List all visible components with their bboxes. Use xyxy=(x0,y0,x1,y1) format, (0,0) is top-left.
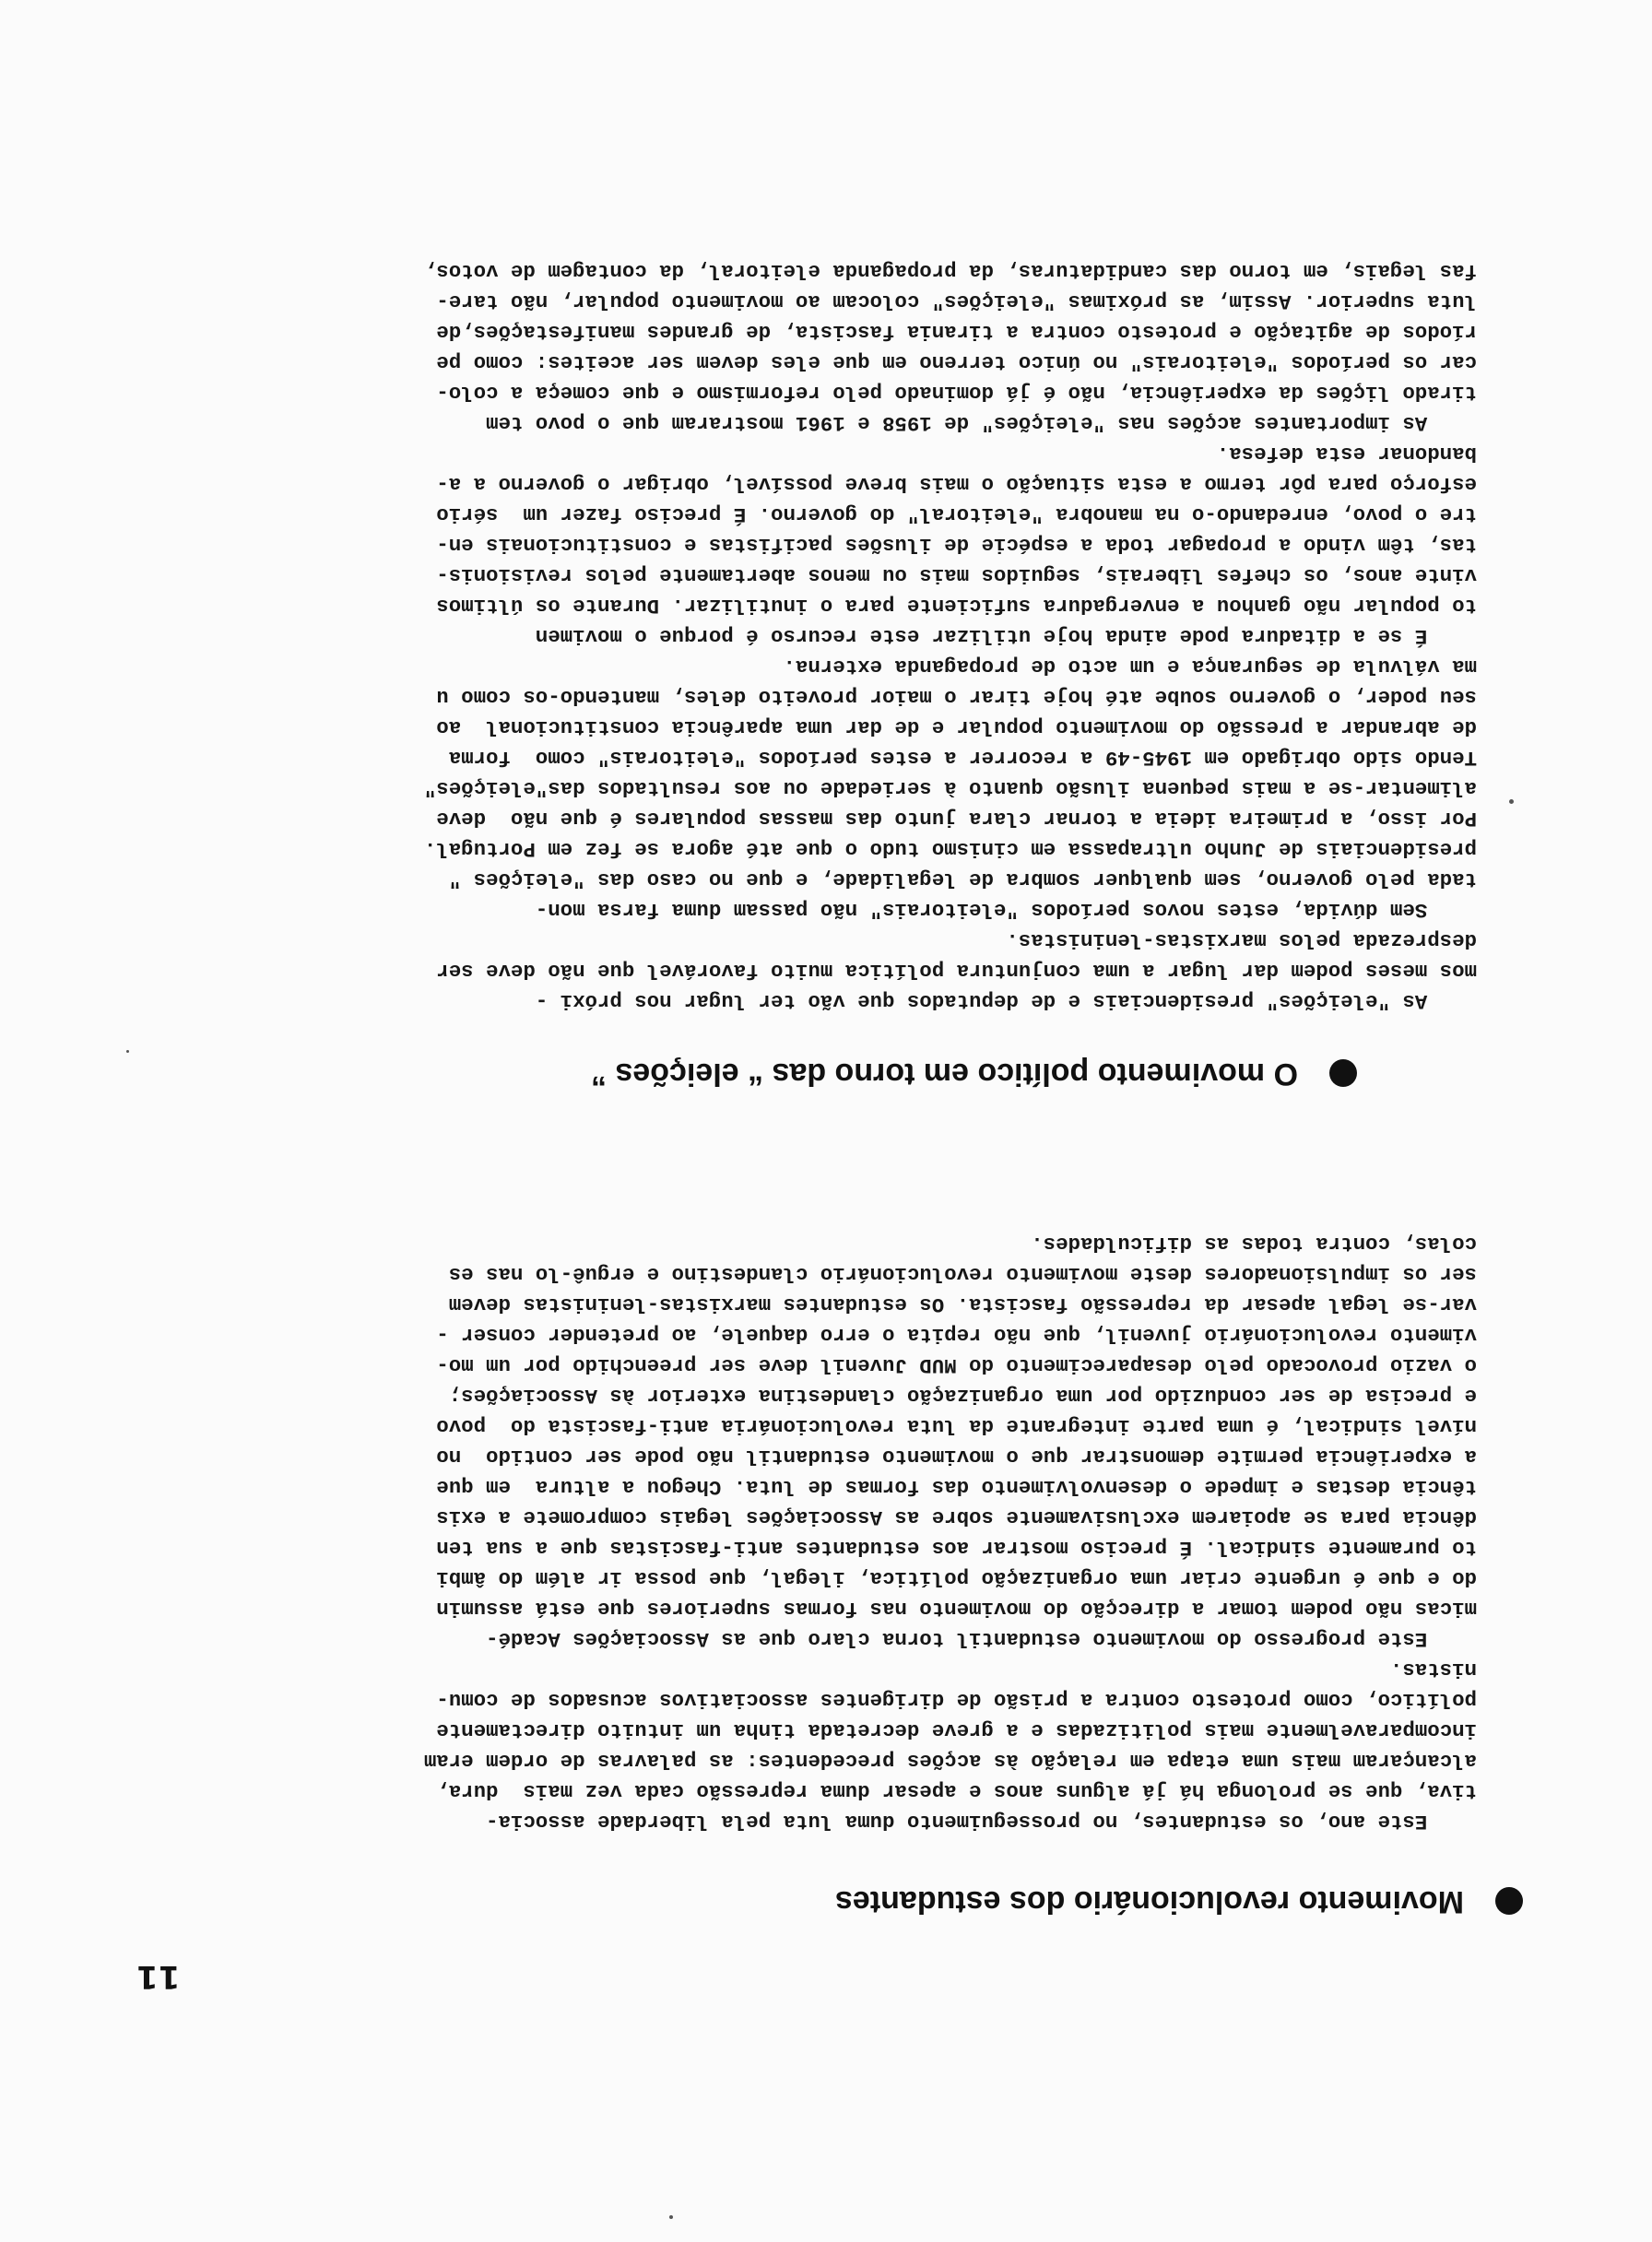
section-heading-elections xyxy=(591,1056,1357,1092)
page-number: 11 xyxy=(136,1958,181,1995)
section-heading-students xyxy=(835,1883,1523,1919)
section-title: O movimento político em torno das “ eleições ” xyxy=(590,1056,1298,1092)
paragraph: Sem dúvida, estes novos períodos "eleitorais" não passam duma farsa mon- tada pelo governo, sem qualquer sombra de legalidade, e que no caso das "eleições " presidenciais de Junho ultrapassa em cinismo tudo o que até agora se fez em Portugal. Por isso, a primeira ideia a tornar clara junto das massas populares é que não deve alimentar-se a mais pequena ilusão quanto à seriedade ou aos resultados das"eleições" Tendo sido obrigado em 1945-49 a recorrer a estes períodos "eleitorais" como forma de abrandar a pressão do movimento popular e de dar uma aparência constitucional ao seu poder, o governo soube até hoje tirar o maior proveito deles, mantendo-os como u ma válvula de segurança e um acto de propaganda externa. xyxy=(423,655,1477,922)
paragraph: As "eleições" presidenciais e de deputados que vão ter lugar nos próxi - mos meses podem dar lugar a uma conjuntura política muito favorável que não deve ser desprezada pelos marxistas-leninistas. xyxy=(436,928,1477,1013)
paragraph: Este progresso do movimento estudantil torna claro que as Associações Acadé- micas não podem tomar a direcção do movimento nas formas superiores que está assumin do e que é urgente criar uma organização política, ilegal, que possa ir além do âmbi to puramente sindical. É preciso mostrar aos estudantes anti-fascistas que a sua ten dência para se apoiarem exclusivamente sobre as Associações legais compromete a exis tência destas e impede o desenvolvimento das formas de luta. Chegou a altura em que a experiência permite demonstrar que o movimento estudantil não pode ser contido no nível sindical, é uma parte integrante da luta revolucionária anti-fascista do povo e precisa de ser conduzido por uma organização clandestina exterior às Associações; o vazio provocado pelo desaparecimento do MUD Juvenil deve ser preenchido por um mo- vimento revolucionário juvenil, que não repita o erro daquele, ao pretender conser - var-se legal apesar da repressão fascista. Os estudantes marxistas-leninistas devem ser os impulsionadores deste movimento revolucionário clandestino e erguê-lo nas es colas, contra todas as dificuldades. xyxy=(436,1232,1477,1651)
ink-dot-icon xyxy=(126,1050,129,1053)
ink-dot-icon xyxy=(1509,799,1514,804)
paragraph: As importantes acções nas "eleições" de 1958 e 1961 mostraram que o povo tem tirado lições da experiência, não é já dominado pelo reformismo e que começa a colo- car os períodos "eleitorais" no único terreno em que eles devem ser aceites: como pe ríodos de agitação e protesto contra a tirania fascista, de grandes manifestações,de luta superior. Assim, as próximas "eleições" colocam ao movimento popular, não tare- fas legais, em torno das candidaturas, da propaganda eleitoral, da contagem de votos, xyxy=(423,259,1477,435)
section-title: Movimento revolucionário dos estudantes xyxy=(834,1884,1464,1919)
section-body-elections xyxy=(168,255,1477,1016)
paragraph: É se a ditadura pode ainda hoje utilizar este recurso é porque o movimen to popular não ganhou a envergadura suficiente para o inutilizar. Durante os últimos vinte anos, os chefes liberais, seguidos mais ou menos abertamente pelos revisionis- tas, têm vindo a propagar toda a espécie de ilusões pacifistas e constitucionais en- tre o povo, enredando-o na manobra "eleitoral" do governo. É preciso fazer um sério esforço para pôr termo a esta situação o mais breve possível, obrigar o governo a a- bandonar esta defesa. xyxy=(436,442,1477,648)
section-body-students xyxy=(168,1228,1477,1836)
ink-dot-icon xyxy=(669,2215,673,2219)
bullet-icon xyxy=(1495,1888,1523,1916)
bullet-icon xyxy=(1329,1060,1357,1088)
paragraph: Este ano, os estudantes, no prosseguimento duma luta pela liberdade associa- tiva, que se prolonga há já alguns anos e apesar duma repressão cada vez mais dura, alcançaram mais uma etapa em relação às acções precedentes: as palavras de ordem eram incomparavelmente mais politizadas e a greve decretada tinha um intuito directamente político, como protesto contra a prisão de dirigentes associativos acusados de comu- nistas. xyxy=(423,1658,1477,1834)
